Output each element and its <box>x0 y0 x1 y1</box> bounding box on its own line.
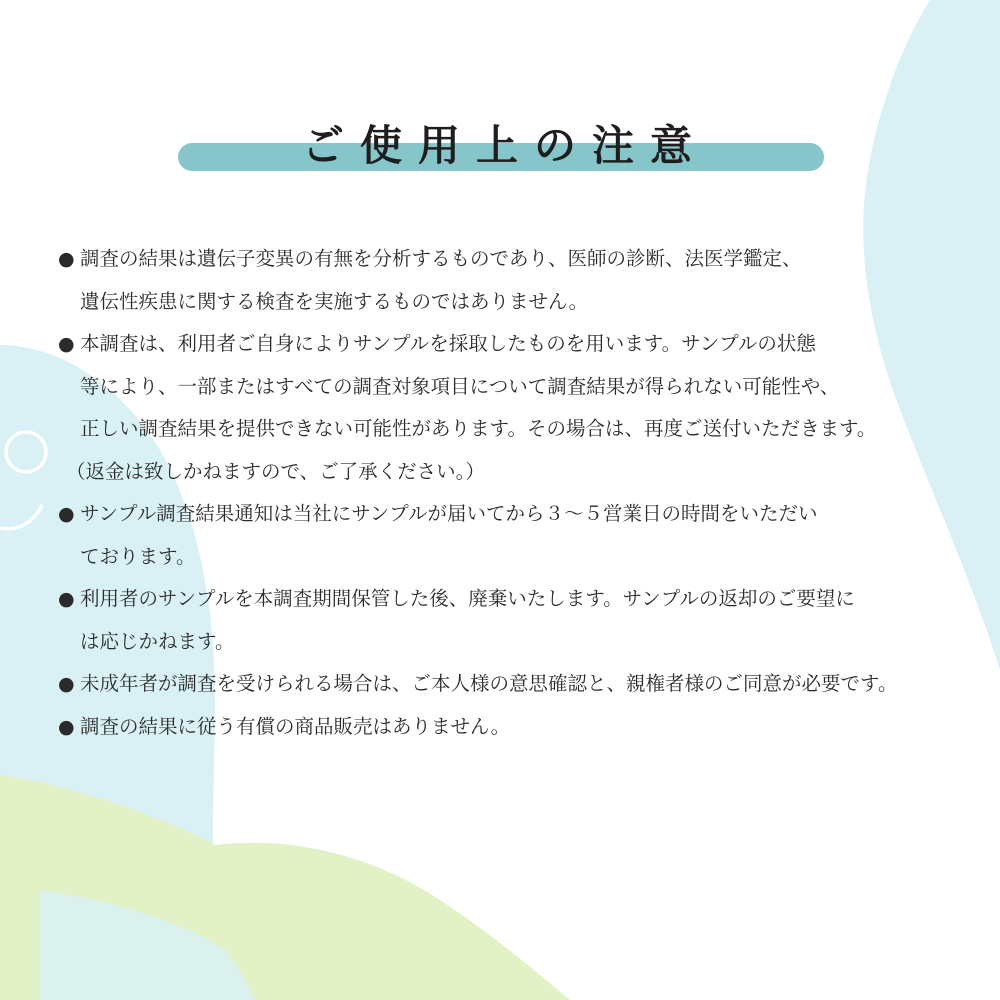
note-line: ております。 <box>80 544 196 568</box>
bullet-icon: ● <box>58 715 75 738</box>
note-line: 調査の結果に従う有償の商品販売はありません。 <box>80 714 511 738</box>
note-line: 本調査は、利用者ご自身によりサンプルを採取したものを用います。サンプルの状態 <box>80 332 816 355</box>
page-title: ご使用上の注意 <box>301 121 708 170</box>
note-line: 調査の結果は遺伝子変異の有無を分析するものであり、医師の診断、法医学鑑定、 <box>80 247 802 270</box>
bullet-icon: ● <box>58 588 75 610</box>
bullet-icon: ● <box>58 248 75 270</box>
note-paren-line: （返金は致しかねますので、ご了承ください。） <box>66 459 485 483</box>
notes-list <box>58 238 958 748</box>
note-item <box>58 493 958 578</box>
note-line: 等により、一部またはすべての調査対象項目について調査結果が得られない可能性や、 <box>80 374 840 398</box>
note-line: は応じかねます。 <box>80 629 235 653</box>
title-block <box>178 118 824 178</box>
note-item <box>58 578 958 663</box>
note-line: 遺伝性疾患に関する検査を実施するものではありません。 <box>80 289 589 313</box>
note-item <box>58 663 958 706</box>
bullet-icon: ● <box>58 673 75 695</box>
note-line: 未成年者が調査を受けられる場合は、ご本人様の意思確認と、親権者様のご同意が必要です。 <box>80 672 898 695</box>
note-item <box>58 323 958 493</box>
bullet-icon: ● <box>58 333 75 355</box>
note-line: サンプル調査結果通知は当社にサンプルが届いてから３～５営業日の時間をいただい <box>80 502 818 525</box>
note-item <box>58 238 958 323</box>
note-item <box>58 706 958 749</box>
note-line: 正しい調査結果を提供できない可能性があります。その場合は、再度ご送付いただきます。 <box>80 417 877 440</box>
bullet-icon: ● <box>58 503 75 525</box>
note-line: 利用者のサンプルを本調査期間保管した後、廃棄いたします。サンプルの返却のご要望に <box>80 587 855 610</box>
